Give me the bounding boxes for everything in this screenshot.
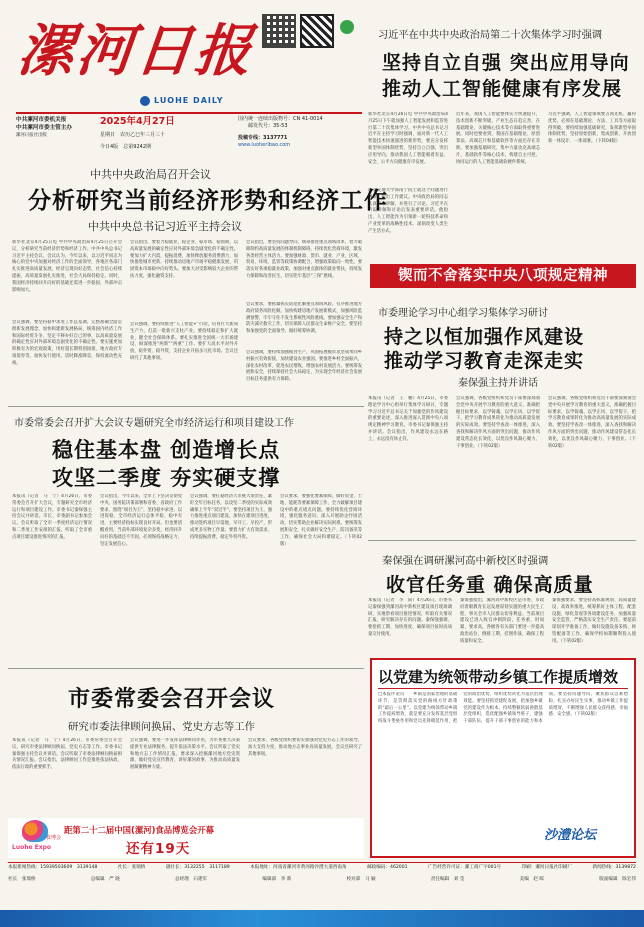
footer-item: 编辑部 李 新	[262, 877, 292, 882]
footer	[8, 864, 636, 894]
commentary-box	[370, 658, 636, 858]
high-school-headline: 收官任务重 确保高质量	[386, 574, 594, 596]
standing-subhead: 研究市委法律顾问换届、党史方志等工作	[68, 721, 256, 733]
ai-body-col-2: 近年来，我国人工智能整体实力快速提升，技术创新不断突破，产业生态日趋完善，在基础理论、关键核心技术等方面取得重要进展。同时也要看到，我国在基础理论、原创算法、高端芯片和基础软件等方面还存在差距。要加强基础研究，集中力量攻克高端芯片、基础软件等核心技术，构建自主可控、协同运行的人工智能基础软硬件系统。	[456, 112, 540, 165]
wechat-icon	[340, 20, 354, 34]
footer-item: 印刷：漯河日报社印刷厂	[521, 865, 573, 870]
footer-item: 版面编辑 陈宏伟	[599, 877, 636, 882]
sponsor-line: 中共漯河市委主管主办	[16, 125, 72, 131]
commentary-logo	[544, 820, 628, 852]
divider	[368, 540, 636, 541]
committee-col-1: 本报讯（记者 马 宁）4月26日，市委常委会召开扩大会议，专题研究全市经济运行和项目建设工作。市委书记秦保强主持会议并讲话。市长、市委副书记参加会议。会议听取了全市一季度经济运行情况和二季度工作安排的汇报，听取了全市重点项目建设推进情况的汇报。	[12, 494, 92, 540]
education-subhead: 秦保强主持并讲话	[458, 378, 538, 389]
article-politburo	[8, 160, 388, 410]
politburo-col-2: 会议指出，要着力稳就业、稳企业、稳市场、稳预期，以高质量发展的确定性应对外部环境急剧变化的不确定性。要加力扩大内需，提振消费，加快释放服务消费潜力，加快推进城市更新，持续推动房地产市场平稳健康发展，巩固资本市场稳中向好势头。要加大对受影响较大企业的帮扶力度，强化融资支持。	[130, 240, 238, 279]
date-block	[100, 116, 210, 151]
expo-logo-mark	[22, 820, 48, 842]
masthead-title: 漯河日报	[14, 18, 258, 84]
standing-col-3: 会议要求，各级党组织要切实加强对党史方志工作的领导，加大支持力度，推动地方志事业高质量发展。会议还研究了其他事项。	[248, 738, 362, 757]
expo-logo-text: Luohe Expo	[12, 844, 52, 851]
divider	[8, 406, 364, 407]
politburo-col-1b: 会议强调，要坚持稳中求进工作总基调，完整准确全面贯彻新发展理念，加快构建新发展格局，统筹国内经济工作和国际经贸斗争，坚定不移办好自己的事，以高质量发展的确定性应对外部环境急剧变化的不确定性。要实施更加积极有为的宏观政策，用好超长期特别国债、地方政府专项债券等，加快发行使用，适时降准降息，保持流动性充裕。	[12, 320, 122, 366]
commentary-rule	[378, 688, 628, 689]
style-banner	[370, 264, 636, 288]
footer-item: 广告经营许可证：漯工商广字001号	[428, 865, 502, 870]
high-school-col-1: 本报讯（记者 李 阳）4月26日，市委书记秦保强到漯河高中新校区建设项目现场调研，实地察看项目推进情况，听取有关情况汇报，研究解决存在的问题。秦保强强调，要抢抓工期、加快进度，确保项目按时高质量交付使用。	[368, 598, 452, 637]
politburo-col-3b: 会议要求，要抓紧抓实防范化解重点领域风险，有序推进地方政府债务风险化解，加快构建房地产发展新模式，加强风险监测预警，牢牢守住不发生系统性风险底线。要加强安全生产和防灾减灾救灾工作，切实保障人民群众生命财产安全。要坚持和加强党的全面领导，做好统筹协调。	[246, 302, 362, 335]
masthead	[0, 0, 362, 130]
phone-label: 投稿专线：	[238, 135, 264, 141]
education-headline-1: 持之以恒加强作风建设	[384, 326, 585, 348]
weekday: 星期日	[100, 132, 116, 138]
standing-col-1: 本报讯（记者 马 宁）4月26日，市委常委会召开会议，研究市委法律顾问换届、党史方志等工作。市委书记秦保强主持会议并讲话。会议听取了市委法律顾问换届相关情况汇报。会议指出，法律顾问工作是推进依法执政、依法行政的重要抓手。	[12, 738, 122, 771]
politburo-headline: 分析研究当前经济形势和经济工作	[28, 188, 388, 214]
politburo-col-1: 新华社北京4月25日电 中共中央政治局4月25日召开会议，分析研究当前经济形势和经济工作。中共中央总书记习近平主持会议。会议认为，今年以来，以习近平同志为核心的党中央加强对经济工作的全面领导，各地区各部门扎实推进高质量发展，经济呈现向好态势，社会信心持续提振，高质量发展扎实推进，社会大局保持稳定。同时，我国经济持续回升向好的基础还需进一步稳固，外部冲击影响加大。	[12, 240, 122, 293]
ai-body-col-1: 新华社北京4月26日电 中共中央政治局4月25日下午就加强人工智能发展和监管进行第二十次集体学习。中共中央总书记习近平在主持学习时强调，面对新一代人工智能技术快速演进的新形势，要充分发挥新型举国体制优势，坚持自立自强，突出应用导向，推动我国人工智能朝着有益、安全、公平方向健康有序发展。	[368, 112, 448, 165]
ai-headline-2: 推动人工智能健康有序发展	[382, 78, 623, 100]
website-url[interactable]: www.luoheribao.com	[238, 142, 291, 148]
education-col-2: 会议强调，各级党组织和党员干部要深刻领会党中央开展学习教育的重大意义，准确把握目标要求，以学铸魂、以学正风、以学促干，把学习教育成果转化为推动高质量发展的实际成效。要坚持学查改一体推进，深入查找和解决作风方面的突出问题，推动作风建设常态化长效化，以优良作风凝心聚力、干事创业。（下转02版）	[456, 396, 540, 449]
footer-item: 责任编辑 刘 莹	[430, 877, 465, 882]
footer-item: 总编辑 严 晓	[90, 877, 120, 882]
luohe-daily-english: LUOHE DAILY	[154, 96, 224, 105]
education-col-3: 会议强调，各级党组织和党员干部要深刻领会党中央开展学习教育的重大意义，准确把握目标要求，以学铸魂、以学正风、以学促干，把学习教育成果转化为推动高质量发展的实际成效。要坚持学查改一体推进，深入查找和解决作风方面的突出问题，推动作风建设常态化长效化，以优良作风凝心聚力、干事创业。（下转02版）	[548, 396, 636, 449]
masthead-info-bar	[16, 116, 362, 148]
politburo-col-3c: 会议强调，要持续加强粮食生产，巩固拓展脱贫攻坚成果同乡村振兴有效衔接，加快建设农业强国。要推进乡村全面振兴，深化农村改革，促进农民增收，增强农村发展活力。要统筹发展和安全，持续保持社会大局稳定，为实现全年经济社会发展目标任务提供有力保障。	[246, 350, 362, 383]
divider	[8, 668, 364, 669]
footer-item: 校对部 马 颖	[346, 877, 376, 882]
committee-col-3: 会议强调，要扛稳经济大市挑大梁责任，紧盯全年目标任务，以攻坚二季度的实际成效确保上半年“双过半”。要坚持项目为王，强力推进重点项目建设，加快在建项目进度，推动签约项目早落地、早开工、早投产，形成更多实物工作量。要着力扩大有效需求，持续提振消费，稳定外贸外资。	[190, 494, 272, 540]
article-ai	[368, 8, 636, 260]
footer-item: 本报地址：河南省漯河市黄河路沙澧大道西南角	[250, 865, 347, 870]
postal-code: 邮发代号：35-53	[248, 123, 288, 129]
qr-code-2	[300, 14, 334, 48]
luohe-daily-icon	[140, 96, 150, 106]
article-committee	[8, 410, 364, 670]
footer-item: 社长 张瑞桥	[8, 877, 36, 882]
phone-number: 3137771	[263, 135, 288, 141]
footer-item: 社长：张瑞桥	[117, 865, 146, 870]
footer-item: 邮政编码：462001	[367, 865, 408, 870]
politburo-col-3: 会议指出，要坚持问题导向，统筹推进重点领域改革，着力破除制约高质量发展的体制机制障碍，持续优化营商环境，激发各类经营主体活力。要加强财政、货币、就业、产业、区域、贸易、环境、监管等政策协调配合，增强政策取向一致性。要落实好各项稳就业政策，加强对重点群体的就业帮扶，持续发力保障和改善民生，切实兜牢基层“三保”底线。	[246, 240, 362, 279]
issue-line	[100, 139, 210, 151]
article-education	[368, 292, 636, 532]
footer-item: 总经理 石建军	[174, 877, 208, 882]
article-high-school	[368, 544, 636, 654]
date-line: 2025年4月27日	[100, 116, 175, 127]
footer-item: 美编 赵 晖	[519, 877, 545, 882]
sponsor-line: 中共漯河市委机关报	[16, 117, 67, 123]
committee-headline-1: 稳住基本盘 创造增长点	[52, 438, 281, 462]
committee-kicker: 市委常委会召开扩大会议专题研究全市经济运行和项目建设工作	[14, 418, 294, 429]
issue-number: 总第9242期	[123, 144, 152, 150]
commentary-logo-text: 沙澧论坛	[544, 828, 597, 843]
expo-ad[interactable]	[8, 818, 364, 858]
lunar-line	[100, 127, 210, 139]
masthead-logo	[14, 8, 258, 98]
expo-logo	[12, 820, 60, 856]
committee-col-2: 会议指出，今年以来，全市上下坚决贯彻党中央、国务院决策部署和省委、省政府工作要求，围绕“项目为王”，坚持稳中求进、以进促稳，全市经济运行总体平稳、稳中有进，主要经济指标实现良好开局。但也要清醒看到，当前外部环境复杂多变，经济回升向好的基础还不牢固，必须保持战略定力，坚定发展信心。	[100, 494, 182, 547]
footer-item: 副社长：3132255 3117189	[165, 865, 230, 870]
style-banner-text: 锲而不舍落实中央八项规定精神	[398, 268, 608, 284]
footer-item: 本报新闻热线：15939503609 3139148	[8, 865, 98, 870]
expo-logo-cn: 食博会	[46, 835, 62, 841]
high-school-kicker: 秦保强在调研漯河高中新校区时强调	[382, 555, 549, 567]
ai-body-col-3: 习近平强调，人工智能领域要占领先机、赢得优势，必须在基础理论、方法、工具等方面取得突破。要持续加强基础研究，发挥新型举国体制优势，坚持原始创新、集成创新、开放创新一体设计、一体部署。（下转04版）	[548, 112, 636, 145]
high-school-col-2: 秦保强指出，漯河高中新校区是市委、市政府着眼教育长远发展谋划实施的重大民生工程，事关全市人民群众切身利益。当前项目建设已进入收官冲刺阶段，任务重、时间紧、要求高，各级各有关部门要进一步提高政治站位，倒排工期、挂图作战，确保工程质量和安全。	[460, 598, 544, 644]
sponsor-line: 漯河日报社出版	[16, 133, 47, 138]
footer-row-1	[8, 864, 636, 870]
education-headline-2: 推动学习教育走深走实	[384, 350, 585, 372]
standing-headline: 市委常委会召开会议	[68, 687, 276, 712]
commentary-body: □本报评论员 乡镇是国家治理的基础环节，是贯彻落实党的路线方针政策的“最后一公里”。以党建为统领带动乡镇工作提质增效，就是要充分发挥基层党组织战斗堡垒作用和党员先锋模范作用，把党的政治优势、组织优势转化为基层治理效能。要坚持抓党建促发展，把加强乡镇党的建设作为根本，持续整顿软弱涣散基层党组织，选优配强乡镇领导班子，建强干部队伍，提升干部干事创业的能力和本领。要坚持问题导向，聚焦群众急难愁盼，扎实办好民生实事，推动乡镇工作提质增效，不断增强人民群众获得感、幸福感、安全感。（下转02版）	[378, 692, 628, 725]
high-school-col-3: 秦保强要求，要坚持高标准规划、高质量建设、高效率推进，统筹抓好主体工程、配套设施、绿化景观等各项建设任务，加强质量安全监管，严格落实安全生产责任。要超前谋划开学准备工作，做好设施设备采购、师资配备等工作，确保学校如期顺利投入使用。（下转02版）	[552, 598, 636, 644]
masthead-rule	[16, 112, 362, 114]
footer-item: 新闻热线：3139872	[592, 865, 636, 870]
pages-info: 今日4版	[100, 144, 119, 150]
publication-codes	[238, 116, 362, 149]
lunar-date: 农历乙巳年三月三十	[120, 132, 166, 138]
politburo-col-2b: 会议强调，要持续推进“人工智能+”行动，培育壮大新质生产力，打造一批新兴支柱产业。要持续稳定和扩大就业，健全社会保障体系。要扎实推进全国统一大市场建设，纵深推进“两新”“两重”工作。要扩大高水平对外开放，稳外贸、稳外资，支持企业开拓多元化市场。会议还研究了其他事项。	[130, 322, 238, 361]
committee-headline-2: 攻坚二季度 夯实硬支撑	[52, 466, 281, 490]
standing-col-2: 会议强调，要进一步发挥法律顾问作用，为市委重大决策提供专业法律服务，提升依法决策水平。会议听取了党史和地方志工作情况汇报，要求深入挖掘漯河地方党史资源，做好党史宣传教育，讲好漯河故事，为推动高质量发展凝聚精神力量。	[130, 738, 240, 771]
footer-color-bar	[0, 910, 644, 927]
expo-line-2: 还有19天	[126, 841, 191, 857]
politburo-subhead: 中共中央总书记习近平主持会议	[88, 220, 242, 233]
education-kicker: 市委理论学习中心组学习集体学习研讨	[378, 308, 548, 319]
commentary-headline: 以党建为统领带动乡镇工作提质增效	[378, 668, 619, 686]
ai-kicker: 习近平在中共中央政治局第二十次集体学习时强调	[378, 30, 603, 41]
cn-code: 国内统一连续出版物号：CN 41-0014	[238, 116, 323, 122]
committee-col-4: 会议要求，要强化要素保障，做好资金、土地、能耗等要素保障工作，全力破解项目建设中的难点堵点问题。要持续优化营商环境，强化服务意识，深入开展助企纾困活动，切实帮助企业解决实际困难。要统筹发展和安全，扎实做好安全生产、防汛备汛等工作，确保社会大局和谐稳定。（下转02版）	[280, 494, 362, 547]
sponsor-lines	[16, 116, 92, 139]
footer-rule	[8, 862, 636, 863]
qr-code	[262, 14, 296, 48]
phone-line	[238, 130, 362, 142]
politburo-kicker: 中共中央政治局召开会议	[90, 168, 211, 181]
luohe-daily-logo	[140, 96, 250, 108]
ai-body-col-1b: 西安交通大学郑南宁院士就这个问题进行讲解，提出工作建议。中央政治局的同志认真听取讲解，并进行了讨论。习近平在听取讲解和讨论后发表重要讲话。他指出，人工智能作为引领新一轮科技革命和产业变革的战略性技术，深刻改变人类生产生活方式。	[368, 188, 448, 234]
ai-headline-1: 坚持自立自强 突出应用导向	[382, 52, 630, 74]
education-col-1: 本报讯（记者 王 鹏）4月25日，市委理论学习中心组举行集体学习研讨，专题学习习近平总书记关于加强党的作风建设的重要论述，深入推进深入贯彻中央八项规定精神学习教育。市委书记秦保强主持并讲话。会议指出，作风建设永远在路上，永远没有休止符。	[368, 396, 448, 442]
footer-row-2	[8, 876, 636, 882]
expo-line-1: 距第二十二届中国(漯河)食品博览会开幕	[64, 825, 215, 835]
